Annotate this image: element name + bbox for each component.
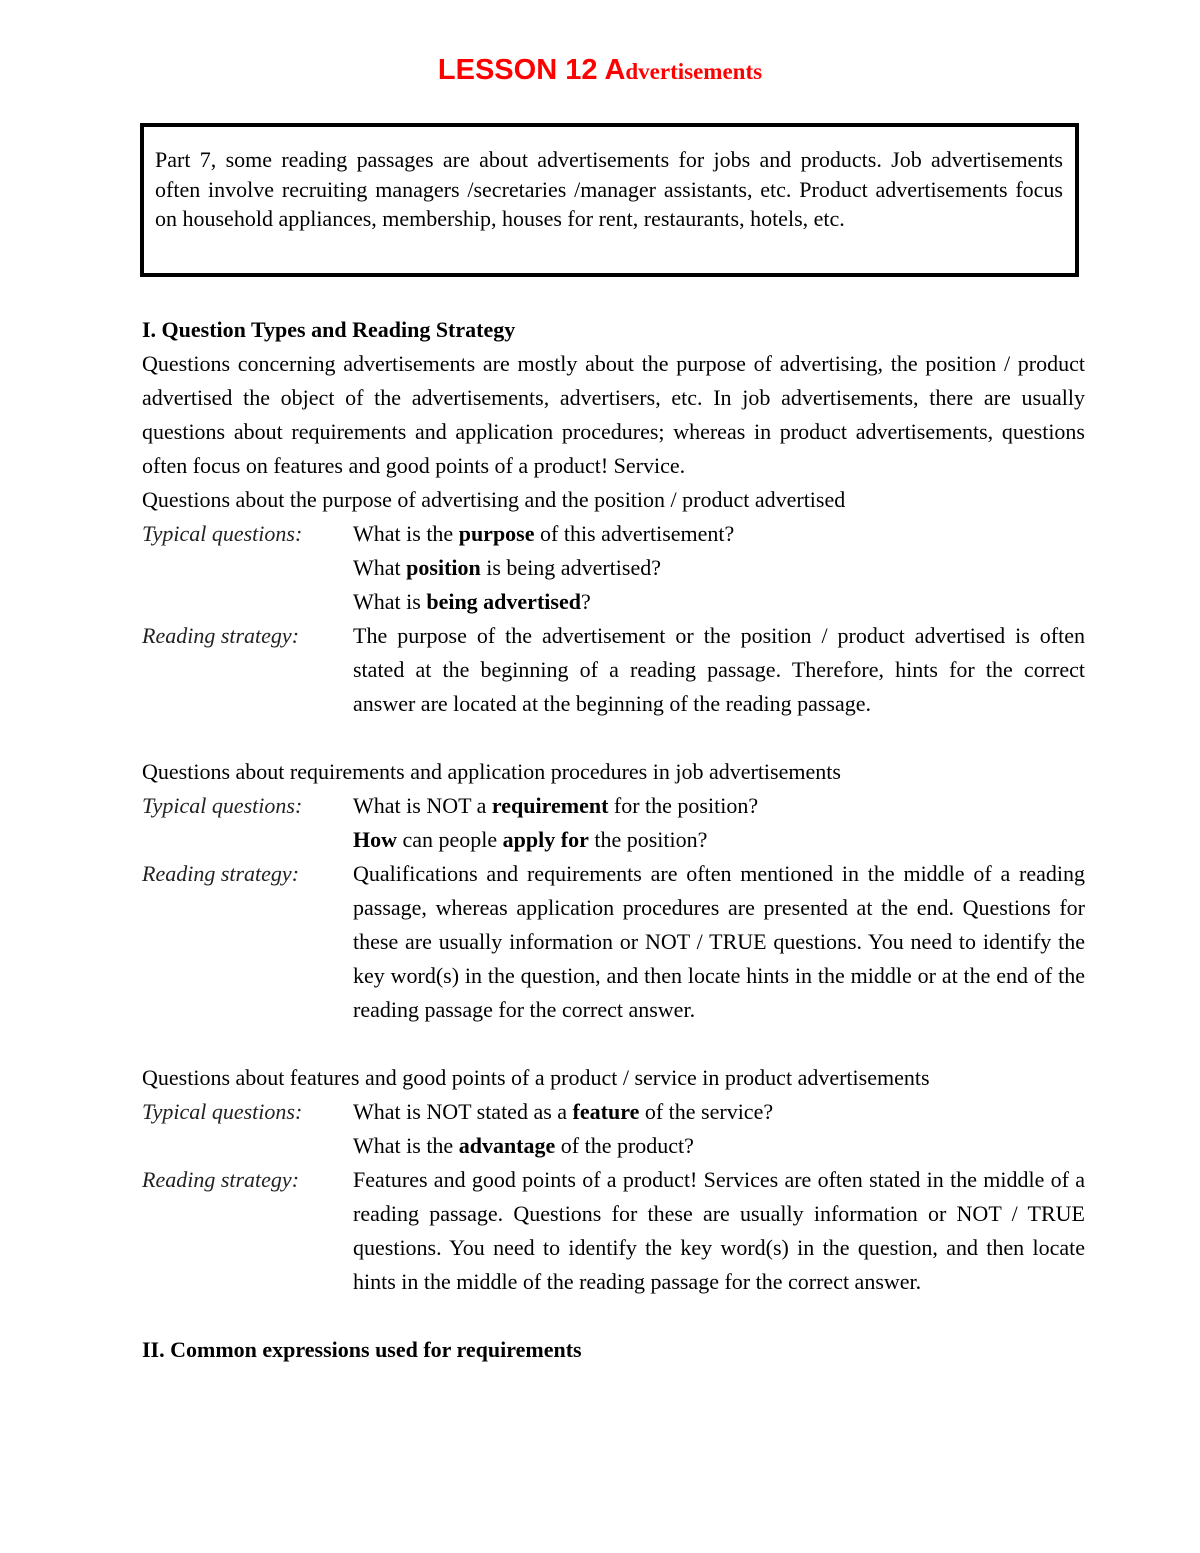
typical-questions-label (142, 823, 353, 857)
typical-question-row (142, 789, 1085, 823)
section-1-heading: I. Question Types and Reading Strategy (142, 317, 516, 342)
question-text: of this advertisement? (534, 521, 735, 546)
question-keyword: feature (572, 1099, 640, 1124)
typical-questions-label: Typical questions: (142, 793, 303, 818)
question-text: What is NOT stated as a (353, 1099, 573, 1124)
section-1-paragraph: Questions concerning advertisements are mostly about the purpose of advertising, the position / product advertised the object of the advertisements, advertisers, etc. In job advertisements, there are usually questions about requirements and application procedures; whereas in product advertisements, questions often focus on features and good points of a product! Service. (142, 351, 1085, 478)
question-text: of the product? (555, 1133, 694, 1158)
question-group-intro: Questions about features and good points of a product / service in product advertisements (142, 1065, 930, 1090)
question-keyword: requirement (491, 793, 609, 818)
reading-strategy-label: Reading strategy: (142, 1167, 300, 1192)
lesson-title (0, 54, 1200, 87)
question-text: is being advertised? (480, 555, 661, 580)
typical-question-row (142, 517, 1085, 551)
question-keyword: position (406, 555, 481, 580)
typical-questions-label: Typical questions: (142, 1099, 303, 1124)
typical-question (353, 1129, 1085, 1163)
title-lesson-number: LESSON 12 A (437, 54, 626, 86)
intro-box (140, 123, 1079, 277)
typical-question (353, 823, 1085, 857)
question-keyword: being advertised (426, 589, 581, 614)
typical-questions-label: Typical questions: (142, 521, 303, 546)
intro-text: Part 7, some reading passages are about advertisements for jobs and products. Job advertisements often involve recruiting managers /secretaries /manager assistants, etc. Product advertisements focus on household appliances, membership, houses for rent, restaurants, hotels, etc. (155, 147, 1063, 231)
question-text: What is the (353, 521, 459, 546)
document-body (142, 313, 1085, 1367)
question-keyword: purpose (458, 521, 535, 546)
question-text: ? (580, 589, 591, 614)
reading-strategy-label: Reading strategy: (142, 861, 300, 886)
reading-strategy-label: Reading strategy: (142, 623, 300, 648)
typical-questions-label (142, 551, 353, 585)
question-text: What is the (353, 1133, 459, 1158)
title-topic: dvertisements (625, 59, 763, 84)
question-text: What (353, 555, 407, 580)
typical-question (353, 1095, 1085, 1129)
typical-question (353, 789, 1085, 823)
question-keyword: apply for (502, 827, 589, 852)
question-group-intro: Questions about the purpose of advertising and the position / product advertised (142, 487, 846, 512)
question-text: can people (397, 827, 503, 852)
typical-question-row (142, 585, 1085, 619)
typical-question (353, 551, 1085, 585)
reading-strategy-row (142, 1163, 1085, 1299)
typical-questions-label (142, 1129, 353, 1163)
question-keyword: advantage (458, 1133, 556, 1158)
typical-question-row (142, 823, 1085, 857)
reading-strategy-text: The purpose of the advertisement or the position / product advertised is often stated at the beginning of a reading passage. Therefore, hints for the correct answer are located at the beginning of the reading passage. (353, 623, 1085, 716)
reading-strategy-text: Features and good points of a product! Services are often stated in the middle of a reading passage. Questions for these are usually information or NOT / TRUE questions. You need to identify the key word(s) in the question, and then locate hints in the middle of the reading passage for the correct answer. (353, 1167, 1085, 1294)
question-text: of the service? (639, 1099, 774, 1124)
reading-strategy-text: Qualifications and requirements are often mentioned in the middle of a reading passage, whereas application procedures are presented at the end. Questions for these are usually information or NOT / TRUE questions. You need to identify the key word(s) in the question, and then locate hints in the middle or at the end of the reading passage for the correct answer. (353, 861, 1085, 1022)
typical-question-row (142, 1129, 1085, 1163)
question-text: the position? (588, 827, 708, 852)
typical-question-row (142, 1095, 1085, 1129)
typical-question (353, 517, 1085, 551)
typical-questions-label (142, 585, 353, 619)
question-text: for the position? (608, 793, 759, 818)
question-text: What is (353, 589, 427, 614)
typical-question-row (142, 551, 1085, 585)
typical-question (353, 585, 1085, 619)
section-2-heading: II. Common expressions used for requirements (142, 1337, 582, 1362)
question-keyword: How (353, 827, 397, 852)
question-group-intro: Questions about requirements and application procedures in job advertisements (142, 759, 841, 784)
reading-strategy-row (142, 619, 1085, 721)
reading-strategy-row (142, 857, 1085, 1027)
question-text: What is NOT a (353, 793, 492, 818)
